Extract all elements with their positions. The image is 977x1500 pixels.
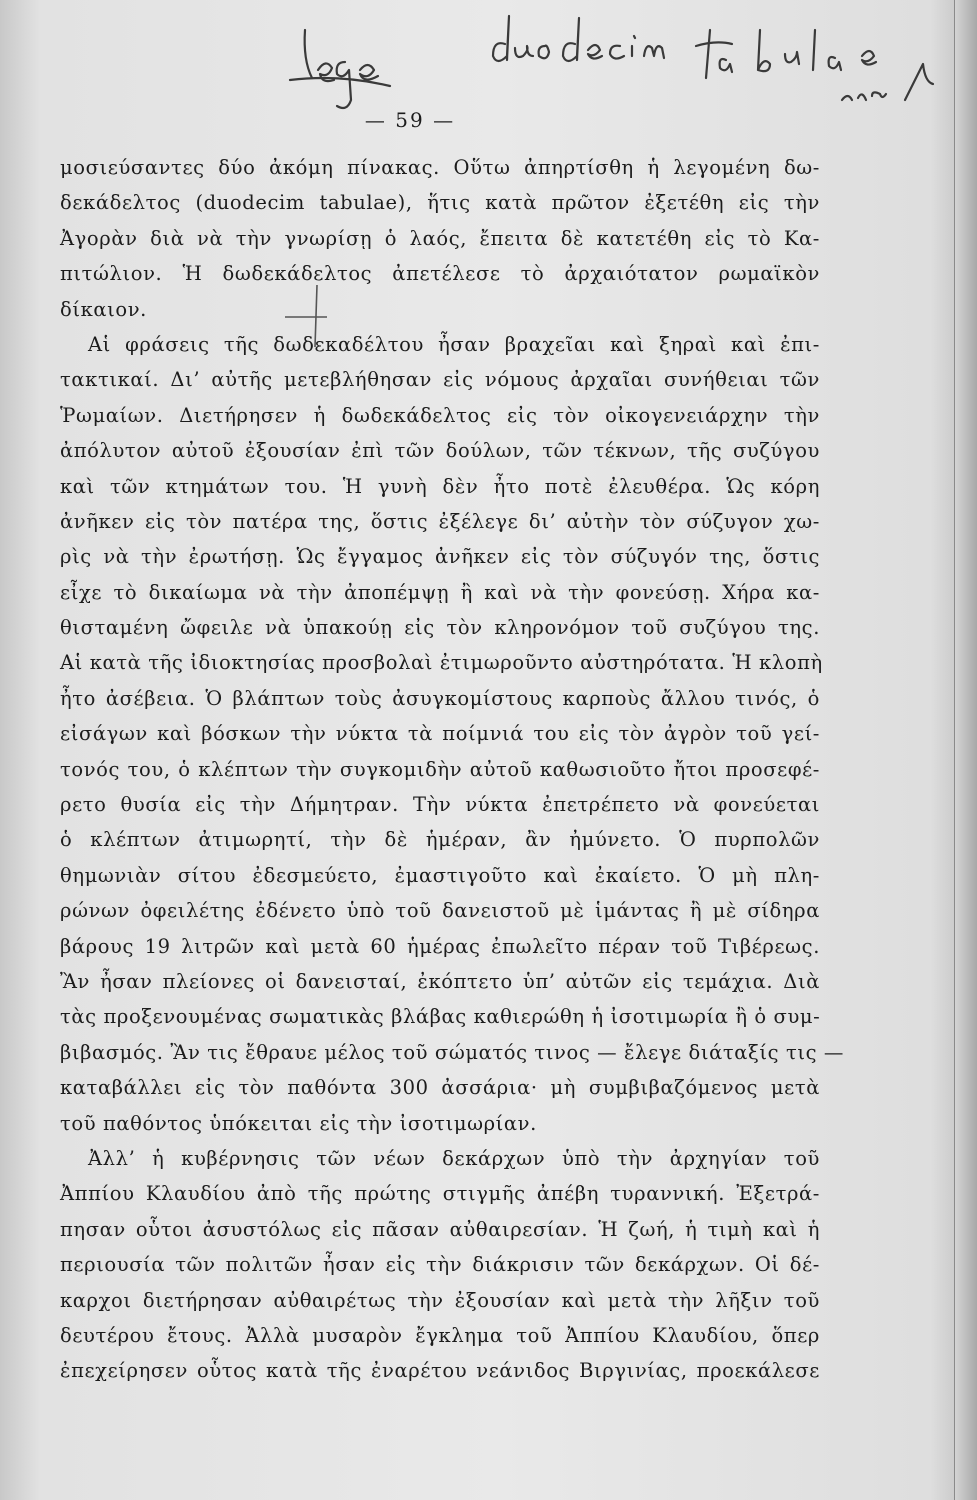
text-line: ἦτο ἀσέβεια. Ὁ βλάπτων τοὺς ἀσυγκομίστους καρποὺς ἄλλου τινός, ὁ	[60, 686, 820, 710]
text-line: βάρους 19 λιτρῶν καὶ μετὰ 60 ἡμέρας ἐπωλεῖτο πέραν τοῦ Τιβέρεως.	[60, 934, 820, 958]
text-line: περιουσία τῶν πολιτῶν ἦσαν εἰς τὴν διάκρισιν τῶν δεκάρχων. Οἱ δέ-	[60, 1253, 820, 1277]
text-line: καταβάλλει εἰς τὸν παθόντα 300 ἀσσάρια· μὴ συμβιβαζόμενος μετὰ	[60, 1076, 820, 1100]
text-line: Ἀππίου Κλαυδίου ἀπὸ τῆς πρώτης στιγμῆς ἀπέβη τυραννική. Ἐξετρά-	[60, 1182, 820, 1206]
text-line: βιβασμός. Ἂν τις ἔθραυε μέλος τοῦ σώματός τινος — ἔλεγε διάταξίς τις —	[60, 1040, 845, 1064]
text-line: ἀνῆκεν εἰς τὸν πατέρα της, ὅστις ἐξέλεγε δι’ αὐτὴν τὸν σύζυγον χω-	[60, 509, 820, 533]
text-line: καὶ τῶν κτημάτων του. Ἡ γυνὴ δὲν ἦτο ποτὲ ἐλευθέρα. Ὡς κόρη	[60, 474, 820, 498]
text-line: Ἀγορὰν διὰ νὰ τὴν γνωρίσῃ ὁ λαός, ἔπειτα δὲ κατετέθη εἰς τὸ Κα-	[60, 226, 820, 250]
text-line: τακτικαί. Δι’ αὐτῆς μετεβλήθησαν εἰς νόμους ἀρχαῖαι συνήθειαι τῶν	[60, 368, 820, 392]
text-line: τοῦ παθόντος ὑπόκειται εἰς τὴν ἰσοτιμωρίαν.	[60, 1111, 537, 1135]
text-line: δίκαιον.	[60, 297, 147, 321]
paragraph-start-line: Αἱ φράσεις τῆς δωδεκαδέλτου ἦσαν βραχεῖαι καὶ ξηραὶ καὶ ἐπι-	[88, 332, 820, 356]
text-line: ρετο θυσία εἰς τὴν Δήμητραν. Τὴν νύκτα ἐπετρέπετο νὰ φονεύεται	[60, 793, 820, 817]
text-line: Ἂν ἦσαν πλείονες οἱ δανεισταί, ἐκόπτετο ὑπ’ αὐτῶν εἰς τεμάχια. Διὰ	[60, 969, 820, 993]
text-line: πιτώλιον. Ἡ δωδεκάδελτος ἀπετέλεσε τὸ ἀρχαιότατον ρωμαϊκὸν	[60, 262, 820, 286]
body-text	[60, 150, 845, 1389]
text-line: ὁ κλέπτων ἀτιμωρητί, τὴν δὲ ἡμέραν, ἂν ἠμύνετο. Ὁ πυρπολῶν	[60, 828, 820, 852]
text-line: ρὶς νὰ τὴν ἐρωτήσῃ. Ὡς ἔγγαμος ἀνῆκεν εἰς τὸν σύζυγόν της, ὅστις	[60, 545, 820, 569]
text-line: θισταμένη ὤφειλε νὰ ὑπακούῃ εἰς τὸν κληρονόμον τοῦ συζύγου της.	[60, 616, 820, 640]
text-line: δεκάδελτος (duodecim tabulae), ἥτις κατὰ πρῶτον ἐξετέθη εἰς τὴν	[60, 191, 820, 215]
text-line: δευτέρου ἔτους. Ἀλλὰ μυσαρὸν ἔγκλημα τοῦ Ἀππίου Κλαυδίου, ὅπερ	[60, 1323, 820, 1347]
text-line: εἶχε τὸ δικαίωμα νὰ τὴν ἀποπέμψῃ ἢ καὶ νὰ τὴν φονεύσῃ. Χήρα κα-	[60, 580, 820, 604]
text-line: μοσιεύσαντες δύο ἀκόμη πίνακας. Οὕτω ἀπηρτίσθη ἡ λεγομένη δω-	[60, 156, 820, 179]
text-line: Ῥωμαίων. Διετήρησεν ἡ δωδεκάδελτος εἰς τὸν οἰκογενειάρχην τὴν	[60, 403, 820, 427]
text-line: τονός του, ὁ κλέπτων τὴν συγκομιδὴν αὐτοῦ καθωσιοῦτο ἤτοι προσεφέ-	[60, 757, 820, 781]
text-line: ἀπόλυτον αὐτοῦ ἐξουσίαν ἐπὶ τῶν δούλων, τῶν τέκνων, τῆς συζύγου	[60, 439, 820, 463]
text-line: ἐπεχείρησεν οὗτος κατὰ τῆς ἐναρέτου νεάνιδος Βιργινίας, προεκάλεσε	[60, 1359, 820, 1383]
page-edge-shadow	[954, 0, 977, 1500]
text-line: ρώνων ὀφειλέτης ἐδένετο ὑπὸ τοῦ δανειστοῦ μὲ ἱμάντας ἢ μὲ σίδηρα	[60, 899, 820, 923]
text-line: εἰσάγων καὶ βόσκων τὴν νύκτα τὰ ποίμνιά του εἰς τὸν ἀγρὸν τοῦ γεί-	[60, 722, 820, 746]
text-line: θημωνιὰν σίτου ἐδεσμεύετο, ἐμαστιγοῦτο καὶ ἐκαίετο. Ὁ μὴ πλη-	[60, 863, 820, 887]
text-line: τὰς προξενουμένας σωματικὰς βλάβας καθιερώθη ἡ ἰσοτιμωρία ἢ ὁ συμ-	[60, 1005, 821, 1029]
text-line: καρχοι διετήρησαν αὐθαιρέτως τὴν ἐξουσίαν καὶ μετὰ τὴν λῆξιν τοῦ	[60, 1288, 820, 1312]
paragraph-start-line: Ἀλλ’ ἡ κυβέρνησις τῶν νέων δεκάρχων ὑπὸ τὴν ἀρχηγίαν τοῦ	[88, 1146, 820, 1170]
page-number: — 59 —	[364, 108, 456, 132]
text-line: πησαν οὗτοι ἀσυστόλως εἰς πᾶσαν αὐθαιρεσίαν. Ἡ ζωή, ἡ τιμὴ καὶ ἡ	[60, 1217, 820, 1241]
text-line: Αἱ κατὰ τῆς ἰδιοκτησίας προσβολαὶ ἐτιμωροῦντο αὐστηρότατα. Ἡ κλοπὴ	[60, 651, 823, 675]
